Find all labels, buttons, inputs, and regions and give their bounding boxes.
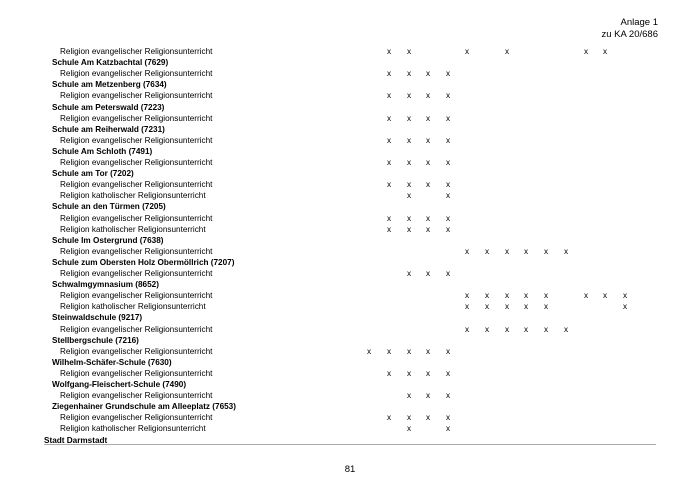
subject-label: Religion katholischer Religionsunterricht (60, 424, 206, 434)
school-heading-row (0, 124, 700, 135)
x-mark: x (406, 413, 412, 423)
subject-label: Religion katholischer Religionsunterricht (60, 224, 206, 234)
x-mark: x (543, 246, 549, 256)
x-mark: x (464, 291, 470, 301)
subject-row (0, 113, 700, 124)
x-mark: x (523, 324, 529, 334)
x-mark: x (445, 69, 451, 79)
x-mark: x (425, 413, 431, 423)
subject-label: Religion evangelischer Religionsunterricht (60, 91, 213, 101)
school-name: Schule am Peterswald (7223) (52, 102, 165, 112)
x-mark: x (523, 302, 529, 312)
subject-row (0, 224, 700, 235)
x-mark: x (622, 302, 628, 312)
x-mark: x (425, 158, 431, 167)
x-mark: x (602, 291, 608, 301)
school-name: Ziegenhainer Grundschule am Alleeplatz (7653) (52, 402, 236, 412)
city-name: Stadt Darmstadt (44, 435, 108, 445)
subject-row (0, 368, 700, 379)
x-mark: x (583, 291, 589, 301)
x-mark: x (445, 213, 451, 223)
subject-row (0, 268, 700, 279)
x-mark: x (406, 158, 412, 167)
school-heading-row (0, 312, 700, 323)
x-mark: x (445, 368, 451, 378)
subject-row (0, 290, 700, 301)
reference-label: zu KA 20/686 (601, 29, 658, 40)
x-mark: x (406, 135, 412, 145)
x-mark: x (445, 224, 451, 234)
x-mark: x (484, 324, 490, 334)
x-mark: x (386, 224, 392, 234)
x-mark: x (386, 213, 392, 223)
x-mark: x (543, 291, 549, 301)
x-mark: x (484, 246, 490, 256)
x-mark: x (523, 246, 529, 256)
x-mark: x (425, 180, 431, 190)
x-mark: x (504, 291, 510, 301)
school-heading-row (0, 379, 700, 390)
subject-row (0, 246, 700, 257)
school-heading-row (0, 257, 700, 268)
subject-label: Religion evangelischer Religionsunterricht (60, 180, 213, 190)
school-heading-row (0, 335, 700, 346)
x-mark: x (445, 346, 451, 356)
school-name: Schule an den Türmen (7205) (52, 202, 166, 212)
x-mark: x (484, 302, 490, 312)
x-mark: x (543, 302, 549, 312)
school-heading-row (0, 201, 700, 212)
school-name: Schule am Reiherwald (7231) (52, 124, 165, 134)
school-heading-row (0, 79, 700, 90)
subject-label: Religion evangelischer Religionsunterricht (60, 246, 213, 256)
x-mark: x (563, 324, 569, 334)
x-mark: x (445, 391, 451, 401)
subject-row (0, 68, 700, 79)
x-mark: x (504, 246, 510, 256)
school-heading-row (0, 357, 700, 368)
x-mark: x (386, 158, 392, 167)
subject-label: Religion evangelischer Religionsunterricht (60, 47, 213, 56)
x-mark: x (445, 91, 451, 101)
subject-label: Religion katholischer Religionsunterricht (60, 302, 206, 312)
school-name: Schwalmgymnasium (8652) (52, 280, 159, 290)
x-mark: x (406, 47, 412, 56)
school-heading-row (0, 146, 700, 157)
x-mark: x (583, 47, 589, 56)
school-name: Stellbergschule (7216) (52, 335, 139, 345)
subject-row (0, 301, 700, 312)
x-mark: x (386, 413, 392, 423)
x-mark: x (602, 47, 608, 56)
x-mark: x (386, 91, 392, 101)
school-name: Schule Am Katzbachtal (7629) (52, 58, 169, 68)
school-name: Schule am Tor (7202) (52, 169, 134, 179)
x-mark: x (406, 224, 412, 234)
subject-label: Religion evangelischer Religionsunterricht (60, 269, 213, 278)
school-name: Schule zum Obersten Holz Obermöllrich (7207) (52, 257, 235, 267)
school-name: Wolfgang-Fleischert-Schule (7490) (52, 380, 187, 389)
school-heading-row (0, 401, 700, 412)
subject-label: Religion evangelischer Religionsunterricht (60, 291, 213, 301)
x-mark: x (406, 368, 412, 378)
subject-row (0, 390, 700, 401)
x-mark: x (406, 113, 412, 123)
x-mark: x (406, 424, 412, 434)
x-mark: x (445, 180, 451, 190)
x-mark: x (425, 213, 431, 223)
x-mark: x (523, 291, 529, 301)
school-heading-row (0, 279, 700, 290)
x-mark: x (464, 47, 470, 56)
subject-row (0, 190, 700, 201)
x-mark: x (622, 291, 628, 301)
annex-label: Anlage 1 (620, 17, 658, 28)
subject-row (0, 324, 700, 335)
x-mark: x (425, 368, 431, 378)
subject-label: Religion katholischer Religionsunterricht (60, 191, 206, 201)
x-mark: x (484, 291, 490, 301)
subject-row (0, 179, 700, 190)
subject-label: Religion evangelischer Religionsunterricht (60, 69, 213, 79)
x-mark: x (406, 346, 412, 356)
subject-label: Religion evangelischer Religionsunterricht (60, 158, 213, 167)
school-heading-row (0, 168, 700, 179)
x-mark: x (425, 346, 431, 356)
school-name: Schule Am Schloth (7491) (52, 146, 153, 156)
subject-row (0, 135, 700, 146)
subject-label: Religion evangelischer Religionsunterricht (60, 135, 213, 145)
x-mark: x (445, 113, 451, 123)
x-mark: x (445, 191, 451, 201)
x-mark: x (504, 47, 510, 56)
subject-row (0, 412, 700, 423)
x-mark: x (386, 180, 392, 190)
x-mark: x (445, 158, 451, 167)
x-mark: x (464, 324, 470, 334)
x-mark: x (386, 47, 392, 56)
x-mark: x (386, 69, 392, 79)
x-mark: x (406, 391, 412, 401)
x-mark: x (406, 180, 412, 190)
x-mark: x (425, 391, 431, 401)
x-mark: x (504, 302, 510, 312)
x-mark: x (366, 346, 372, 356)
x-mark: x (425, 113, 431, 123)
x-mark: x (464, 246, 470, 256)
school-name: Steinwaldschule (9217) (52, 313, 143, 323)
x-mark: x (406, 69, 412, 79)
school-name: Wilhelm-Schäfer-Schule (7630) (52, 357, 172, 367)
x-mark: x (406, 269, 412, 278)
subject-label: Religion evangelischer Religionsunterricht (60, 413, 213, 423)
x-mark: x (464, 302, 470, 312)
x-mark: x (445, 269, 451, 278)
school-heading-row (0, 57, 700, 68)
subject-row (0, 46, 700, 57)
bottom-divider (44, 444, 656, 445)
x-mark: x (386, 368, 392, 378)
x-mark: x (504, 324, 510, 334)
subject-label: Religion evangelischer Religionsunterricht (60, 391, 213, 401)
subject-row (0, 157, 700, 168)
x-mark: x (445, 424, 451, 434)
x-mark: x (425, 135, 431, 145)
x-mark: x (386, 346, 392, 356)
x-mark: x (406, 91, 412, 101)
x-mark: x (425, 269, 431, 278)
x-mark: x (386, 135, 392, 145)
subject-row (0, 423, 700, 434)
school-heading-row (0, 235, 700, 246)
x-mark: x (406, 191, 412, 201)
page-number: 81 (344, 464, 356, 475)
x-mark: x (425, 69, 431, 79)
x-mark: x (543, 324, 549, 334)
subject-label: Religion evangelischer Religionsunterricht (60, 213, 213, 223)
x-mark: x (563, 246, 569, 256)
x-mark: x (406, 213, 412, 223)
subject-row (0, 346, 700, 357)
x-mark: x (386, 113, 392, 123)
x-mark: x (425, 91, 431, 101)
subject-label: Religion evangelischer Religionsunterricht (60, 324, 213, 334)
subject-label: Religion evangelischer Religionsunterricht (60, 368, 213, 378)
subject-label: Religion evangelischer Religionsunterricht (60, 346, 213, 356)
x-mark: x (425, 224, 431, 234)
school-name: Schule am Metzenberg (7634) (52, 80, 167, 90)
x-mark: x (445, 135, 451, 145)
subject-row (0, 213, 700, 224)
x-mark: x (445, 413, 451, 423)
school-heading-row (0, 102, 700, 113)
school-name: Schule Im Ostergrund (7638) (52, 235, 164, 245)
subject-label: Religion evangelischer Religionsunterricht (60, 113, 213, 123)
subject-row (0, 90, 700, 101)
